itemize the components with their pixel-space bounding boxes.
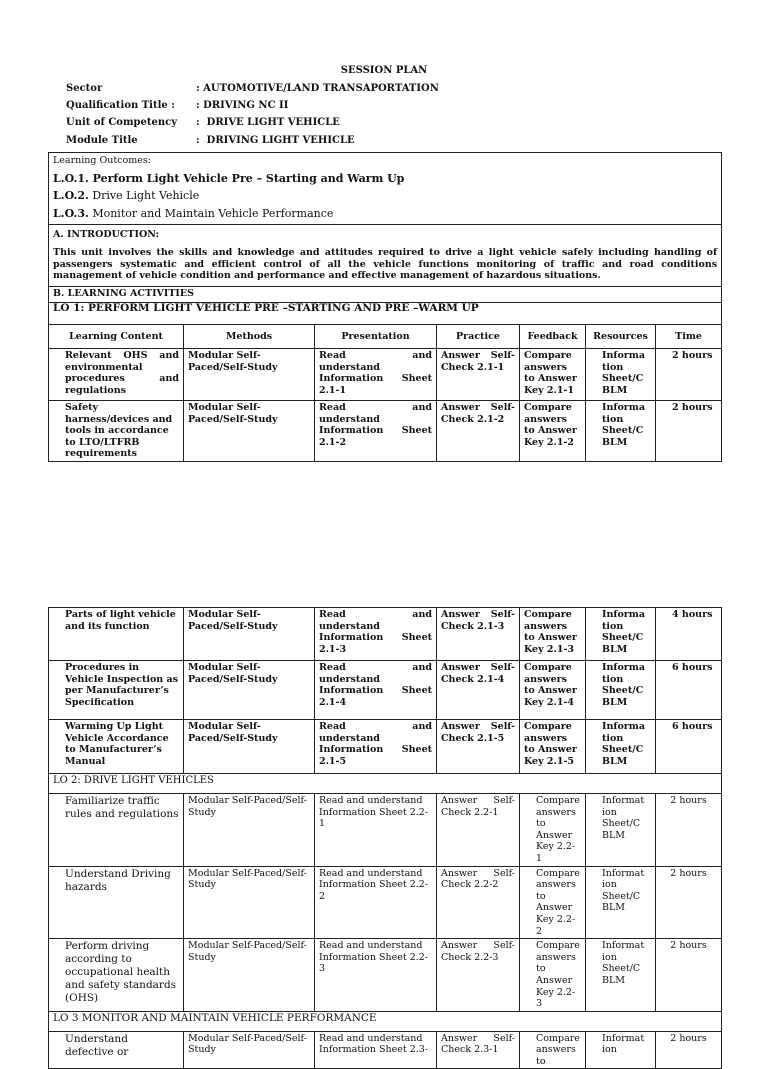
learning-content-cell: Procedures in Vehicle Inspection as per Manufacturer’s Specification: [49, 661, 184, 720]
learning-content-cell: Familiarize traffic rules and regulations: [49, 794, 184, 867]
outcome-text: Drive Light Vehicle: [88, 189, 200, 203]
time-cell: 2 hours: [656, 348, 722, 400]
col-practice: Practice: [437, 324, 520, 348]
time-cell: 2 hours: [656, 939, 722, 1012]
learning-content-cell: Warming Up Light Vehicle Accordance to Manufacturer’s Manual: [49, 720, 184, 774]
presentation-cell: Read and understand Information Sheet 2.2-1: [315, 794, 437, 867]
outcome-item: [53, 208, 717, 220]
practice-cell: Answer Self-Check 2.3-1: [437, 1031, 520, 1069]
sector-label: Sector: [66, 83, 103, 94]
lo3-heading: LO 3 MONITOR AND MAINTAIN VEHICLE PERFORMANCE: [49, 1011, 722, 1031]
time-cell: 4 hours: [656, 608, 722, 661]
feedback-cell: Compare answers to Answer Key 2.1-2: [520, 400, 586, 461]
feedback-cell: Compare answers to Answer Key 2.2-3: [520, 939, 586, 1012]
module-value: : DRIVING LIGHT VEHICLE: [196, 135, 355, 146]
table-row: [49, 1031, 722, 1069]
presentation-cell: Read and understand Information Sheet 2.2-2: [315, 866, 437, 939]
resources-cell: Informa tion Sheet/C BLM: [586, 608, 656, 661]
resources-cell: Informat ion: [586, 1031, 656, 1069]
outcome-item: [53, 190, 717, 202]
time-cell: 6 hours: [656, 720, 722, 774]
presentation-cell: Read and understand Information Sheet 2.1-5: [315, 720, 437, 774]
outcome-item: [53, 173, 717, 185]
presentation-cell: Read and understand Information Sheet 2.3-: [315, 1031, 437, 1069]
table-row: [49, 939, 722, 1012]
practice-cell: Answer Self-Check 2.2-3: [437, 939, 520, 1012]
sector-value: : AUTOMOTIVE/LAND TRANSAPORTATION: [196, 83, 439, 94]
qualification-value: : DRIVING NC II: [196, 100, 289, 111]
methods-cell: Modular Self-Paced/Self-Study: [184, 608, 315, 661]
resources-cell: Informa tion Sheet/C BLM: [586, 661, 656, 720]
col-methods: Methods: [184, 324, 315, 348]
table-row: [49, 794, 722, 867]
time-cell: 6 hours: [656, 661, 722, 720]
resources-cell: Informa tion Sheet/C BLM: [586, 348, 656, 400]
qualification-label: Qualification Title :: [66, 100, 175, 111]
resources-cell: Informa tion Sheet/C BLM: [586, 720, 656, 774]
practice-cell: Answer Self-Check 2.2-1: [437, 794, 520, 867]
col-feedback: Feedback: [520, 324, 586, 348]
time-cell: 2 hours: [656, 400, 722, 461]
table-row: [49, 661, 722, 720]
practice-cell: Answer Self-Check 2.1-3: [437, 608, 520, 661]
resources-cell: Informat ion Sheet/C BLM: [586, 939, 656, 1012]
practice-cell: Answer Self-Check 2.1-4: [437, 661, 520, 720]
table-row: [49, 348, 722, 400]
feedback-cell: Compare answers to Answer Key 2.2-1: [520, 794, 586, 867]
learning-content-cell: Relevant OHS and environmental procedures and regulations: [49, 348, 184, 400]
feedback-cell: Compare answers to Answer Key 2.1-3: [520, 608, 586, 661]
methods-cell: Modular Self-Paced/Self-Study: [184, 794, 315, 867]
table-row: [49, 608, 722, 661]
table-row: [49, 400, 722, 461]
methods-cell: Modular Self-Paced/Self-Study: [184, 720, 315, 774]
column-header-row: [49, 324, 722, 348]
time-cell: 2 hours: [656, 794, 722, 867]
presentation-cell: Read and understand Information Sheet 2.1-1: [315, 348, 437, 400]
introduction-body: This unit involves the skills and knowledge and attitudes required to drive a light vehicle safely including handling of passengers systematic and efficient control of all the vehicle functions monitoring of traffic and road conditions management of vehicle condition and performance and effective management of hazardous situations.: [53, 246, 718, 282]
methods-cell: Modular Self-Paced/Self-Study: [184, 1031, 315, 1069]
introduction-cell: [49, 225, 722, 286]
methods-cell: Modular Self-Paced/Self-Study: [184, 939, 315, 1012]
presentation-cell: Read and understand Information Sheet 2.1-3: [315, 608, 437, 661]
feedback-cell: Compare answers to Answer Key 2.2-2: [520, 866, 586, 939]
lo2-heading: LO 2: DRIVE LIGHT VEHICLES: [49, 774, 722, 794]
module-label: Module Title: [66, 135, 138, 146]
practice-cell: Answer Self-Check 2.1-2: [437, 400, 520, 461]
methods-cell: Modular Self-Paced/Self-Study: [184, 661, 315, 720]
methods-cell: Modular Self-Paced/Self-Study: [184, 348, 315, 400]
table-row: [49, 866, 722, 939]
presentation-cell: Read and understand Information Sheet 2.2-3: [315, 939, 437, 1012]
learning-content-cell: Understand Driving hazards: [49, 866, 184, 939]
competency-label: Unit of Competency: [66, 117, 178, 128]
table-row: [49, 720, 722, 774]
resources-cell: Informa tion Sheet/C BLM: [586, 400, 656, 461]
resources-cell: Informat ion Sheet/C BLM: [586, 866, 656, 939]
session-plan-table-page1: [48, 152, 722, 462]
feedback-cell: Compare answers to Answer Key 2.1-5: [520, 720, 586, 774]
page-title: SESSION PLAN: [340, 65, 428, 76]
col-presentation: Presentation: [315, 324, 437, 348]
learning-content-cell: Understand defective or: [49, 1031, 184, 1069]
col-learning-content: Learning Content: [49, 324, 184, 348]
learning-activities-heading: B. LEARNING ACTIVITIES: [49, 286, 722, 303]
lo1-heading: LO 1: PERFORM LIGHT VEHICLE PRE –STARTING AND PRE –WARM UP: [49, 303, 722, 325]
outcome-text: Monitor and Maintain Vehicle Performance: [88, 206, 334, 220]
time-cell: 2 hours: [656, 1031, 722, 1069]
session-plan-table-page2: [48, 607, 722, 1069]
col-time: Time: [656, 324, 722, 348]
feedback-cell: Compare answers to Answer Key 2.1-1: [520, 348, 586, 400]
learning-content-cell: Perform driving according to occupational health and safety standards (OHS): [49, 939, 184, 1012]
learning-content-cell: Safety harness/devices and tools in accordance to LTO/LTFRB requirements: [49, 400, 184, 461]
outcome-code: L.O.1.: [53, 171, 89, 185]
methods-cell: Modular Self-Paced/Self-Study: [184, 866, 315, 939]
learning-outcomes-cell: [49, 153, 722, 225]
practice-cell: Answer Self-Check 2.1-1: [437, 348, 520, 400]
time-cell: 2 hours: [656, 866, 722, 939]
col-resources: Resources: [586, 324, 656, 348]
presentation-cell: Read and understand Information Sheet 2.1-2: [315, 400, 437, 461]
learning-outcomes-heading: Learning Outcomes:: [53, 155, 151, 166]
outcome-text: Perform Light Vehicle Pre – Starting and Warm Up: [88, 171, 405, 185]
competency-value: : DRIVE LIGHT VEHICLE: [196, 117, 340, 128]
introduction-heading: A. INTRODUCTION:: [53, 229, 160, 241]
presentation-cell: Read and understand Information Sheet 2.1-4: [315, 661, 437, 720]
feedback-cell: Compare answers to: [520, 1031, 586, 1069]
outcome-code: L.O.2.: [53, 189, 89, 203]
feedback-cell: Compare answers to Answer Key 2.1-4: [520, 661, 586, 720]
learning-content-cell: Parts of light vehicle and its function: [49, 608, 184, 661]
outcome-code: L.O.3.: [53, 206, 89, 220]
resources-cell: Informat ion Sheet/C BLM: [586, 794, 656, 867]
practice-cell: Answer Self-Check 2.2-2: [437, 866, 520, 939]
methods-cell: Modular Self-Paced/Self-Study: [184, 400, 315, 461]
practice-cell: Answer Self-Check 2.1-5: [437, 720, 520, 774]
